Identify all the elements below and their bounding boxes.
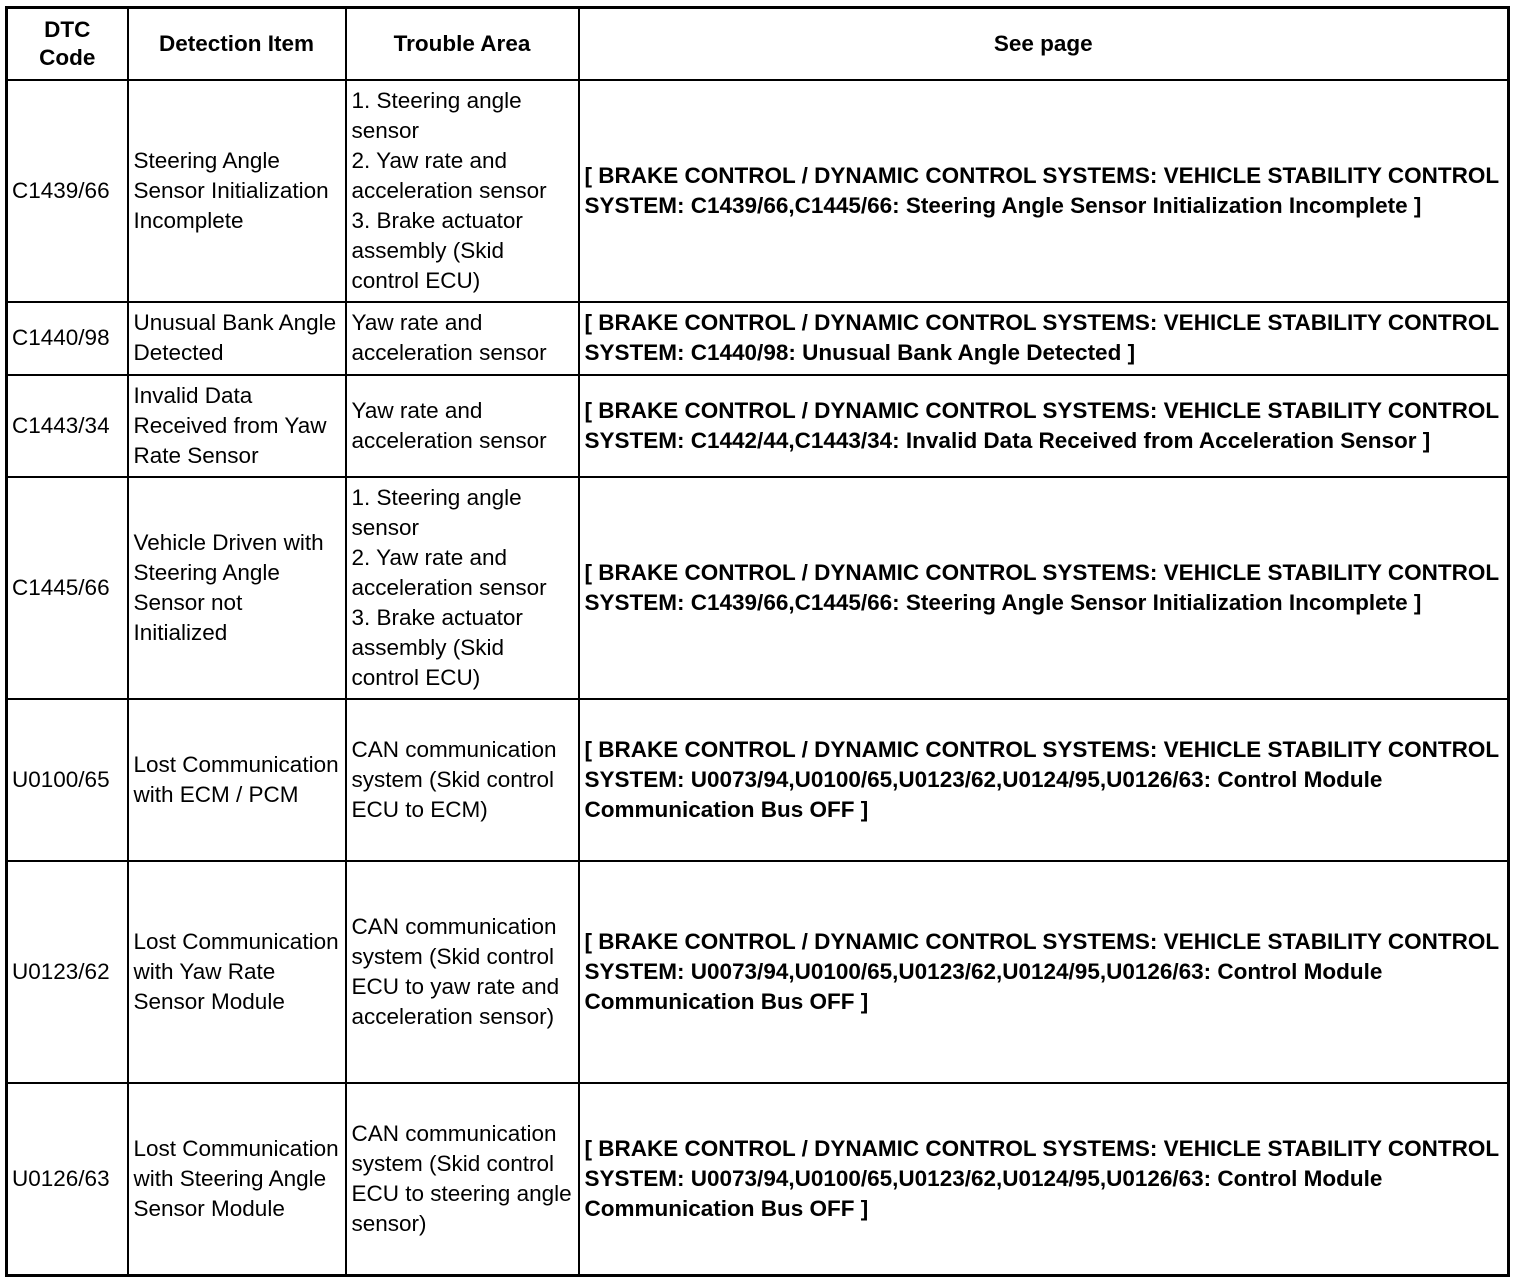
trouble-area-item: CAN communication system (Skid control ECU to yaw rate and acceleration sensor) [351,913,560,1029]
see-page-link: [ BRAKE CONTROL / DYNAMIC CONTROL SYSTEMS: VEHICLE STABILITY CONTROL SYSTEM: U0073/94,U0100/65,U0123/62,U0124/95,U0126/63: Control Module Communication Bus OFF ] [579,699,1509,861]
table-row [7,302,1509,375]
dtc-code-cell: U0100/65 [7,699,128,861]
header-row [7,8,1509,80]
trouble-area-item: 2. Yaw rate and acceleration sensor [351,544,547,600]
dtc-code-cell: C1439/66 [7,80,128,302]
detection-item-cell: Lost Communication with Yaw Rate Sensor Module [128,861,346,1083]
dtc-code-cell: C1445/66 [7,477,128,699]
trouble-area-item: CAN communication system (Skid control ECU to ECM) [351,736,557,822]
dtc-table-container [5,6,1510,1277]
trouble-area-item: Yaw rate and acceleration sensor [351,310,547,365]
trouble-area-item: 1. Steering angle sensor [351,87,522,143]
dtc-code-cell: U0123/62 [7,861,128,1083]
header-detection-item: Detection Item [128,8,346,80]
detection-item-cell: Lost Communication with ECM / PCM [128,699,346,861]
header-dtc-code: DTC Code [7,8,128,80]
see-page-link: [ BRAKE CONTROL / DYNAMIC CONTROL SYSTEMS: VEHICLE STABILITY CONTROL SYSTEM: U0073/94,U0100/65,U0123/62,U0124/95,U0126/63: Control Module Communication Bus OFF ] [579,1083,1509,1276]
detection-item-cell: Steering Angle Sensor Initialization Incomplete [128,80,346,302]
detection-item-cell: Vehicle Driven with Steering Angle Sensor not Initialized [128,477,346,699]
table-row [7,375,1509,477]
trouble-area-cell [346,1083,579,1276]
trouble-area-cell [346,699,579,861]
dtc-code-cell: C1440/98 [7,302,128,375]
dtc-table [5,6,1510,1277]
trouble-area-item: 1. Steering angle sensor [351,484,522,540]
trouble-area-item: 3. Brake actuator assembly (Skid control ECU) [351,604,523,690]
see-page-link: [ BRAKE CONTROL / DYNAMIC CONTROL SYSTEMS: VEHICLE STABILITY CONTROL SYSTEM: C1440/98: Unusual Bank Angle Detected ] [579,302,1509,375]
trouble-area-cell [346,861,579,1083]
detection-item-cell: Unusual Bank Angle Detected [128,302,346,375]
header-see-page: See page [579,8,1509,80]
table-row [7,80,1509,302]
table-row [7,477,1509,699]
trouble-area-item: CAN communication system (Skid control ECU to steering angle sensor) [351,1120,572,1236]
detection-item-cell: Invalid Data Received from Yaw Rate Sensor [128,375,346,477]
trouble-area-cell [346,302,579,375]
trouble-area-cell [346,80,579,302]
see-page-link: [ BRAKE CONTROL / DYNAMIC CONTROL SYSTEMS: VEHICLE STABILITY CONTROL SYSTEM: C1439/66,C1445/66: Steering Angle Sensor Initialization Incomplete ] [579,477,1509,699]
header-trouble-area: Trouble Area [346,8,579,80]
see-page-link: [ BRAKE CONTROL / DYNAMIC CONTROL SYSTEMS: VEHICLE STABILITY CONTROL SYSTEM: U0073/94,U0100/65,U0123/62,U0124/95,U0126/63: Control Module Communication Bus OFF ] [579,861,1509,1083]
see-page-link: [ BRAKE CONTROL / DYNAMIC CONTROL SYSTEMS: VEHICLE STABILITY CONTROL SYSTEM: C1439/66,C1445/66: Steering Angle Sensor Initialization Incomplete ] [579,80,1509,302]
detection-item-cell: Lost Communication with Steering Angle Sensor Module [128,1083,346,1276]
trouble-area-item: 2. Yaw rate and acceleration sensor [351,147,547,203]
dtc-code-cell: C1443/34 [7,375,128,477]
trouble-area-item: Yaw rate and acceleration sensor [351,397,547,453]
trouble-area-cell [346,477,579,699]
table-row [7,1083,1509,1276]
dtc-code-cell: U0126/63 [7,1083,128,1276]
trouble-area-cell [346,375,579,477]
trouble-area-item: 3. Brake actuator assembly (Skid control ECU) [351,207,523,293]
table-row [7,861,1509,1083]
table-row [7,699,1509,861]
see-page-link: [ BRAKE CONTROL / DYNAMIC CONTROL SYSTEMS: VEHICLE STABILITY CONTROL SYSTEM: C1442/44,C1443/34: Invalid Data Received from Acceleration Sensor ] [579,375,1509,477]
dtc-table-body [7,80,1509,1276]
